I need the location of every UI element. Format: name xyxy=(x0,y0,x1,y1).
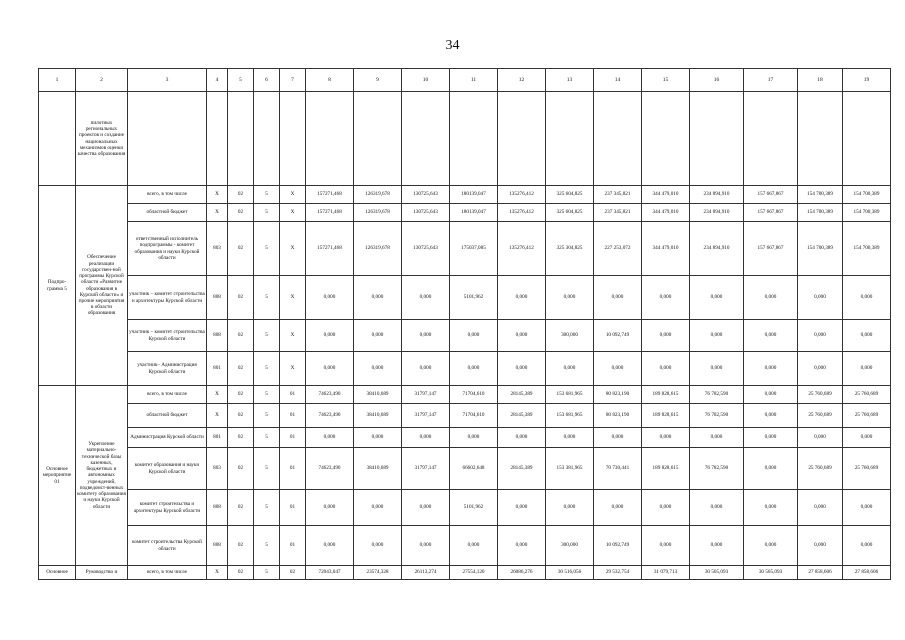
table-cell: 01 xyxy=(280,448,306,490)
table-cell: 5 xyxy=(254,222,280,276)
table-cell: 0,000 xyxy=(594,352,642,386)
program-code: Основное xyxy=(39,566,76,580)
table-cell: 0,000 xyxy=(798,352,843,386)
table-cell: 126319,678 xyxy=(354,186,402,204)
table-cell: 344 479,010 xyxy=(642,204,690,222)
table-cell: 02 xyxy=(228,448,254,490)
table-cell: 0,000 xyxy=(690,276,744,320)
table-row xyxy=(39,526,891,566)
program-name: Обеспечение реализации государствен-ной программы Курской области «Развитие образования в Курской области» и прочие мероприятия в области образования xyxy=(76,186,128,386)
table-cell: 29 532,754 xyxy=(594,566,642,580)
table-row xyxy=(39,352,891,386)
table-cell: 0,000 xyxy=(546,276,594,320)
table-cell: 135276,412 xyxy=(498,186,546,204)
table-row xyxy=(39,186,891,204)
table-cell: 38410,689 xyxy=(354,404,402,428)
table-cell: 801 xyxy=(207,352,228,386)
header-col-17: 17 xyxy=(744,69,798,92)
header-col-3: 3 xyxy=(128,69,207,92)
table-cell: 5 xyxy=(254,428,280,448)
header-col-1: 1 xyxy=(39,69,76,92)
funding-source: комитет строительства Курской области xyxy=(128,526,207,566)
table-cell: 28145,389 xyxy=(498,404,546,428)
table-cell: 0,000 xyxy=(498,490,546,526)
table-cell: 70 730,441 xyxy=(594,448,642,490)
table-cell: 157 667,867 xyxy=(744,204,798,222)
table-cell: 5 xyxy=(254,566,280,580)
table-cell: 23574,328 xyxy=(354,566,402,580)
table-cell: 25 760,689 xyxy=(798,404,843,428)
table-cell: 31797,147 xyxy=(402,386,450,404)
table-cell: 01 xyxy=(280,428,306,448)
table-cell: X xyxy=(280,352,306,386)
table-cell: 189 828,615 xyxy=(642,386,690,404)
table-row xyxy=(39,566,891,580)
table-cell: 01 xyxy=(280,490,306,526)
table-cell: 0,000 xyxy=(843,352,891,386)
table-cell: 5 xyxy=(254,204,280,222)
table-cell: 0,000 xyxy=(546,428,594,448)
table-cell: 25 760,689 xyxy=(843,448,891,490)
table-cell: 157 667,867 xyxy=(744,186,798,204)
table-cell: 0,000 xyxy=(744,526,798,566)
table-cell: 0,000 xyxy=(306,490,354,526)
table-cell: 0,000 xyxy=(354,320,402,352)
header-col-5: 5 xyxy=(228,69,254,92)
header-col-13: 13 xyxy=(546,69,594,92)
table-cell: 154 700,389 xyxy=(843,222,891,276)
table-row xyxy=(39,448,891,490)
table-cell: 0,000 xyxy=(306,320,354,352)
table-cell: 0,000 xyxy=(402,490,450,526)
table-cell: 325 604,825 xyxy=(546,204,594,222)
table-cell: 0,000 xyxy=(546,490,594,526)
header-col-14: 14 xyxy=(594,69,642,92)
table-cell: 153 681,965 xyxy=(546,386,594,404)
table-cell: 0,000 xyxy=(306,428,354,448)
table-cell: 0,000 xyxy=(642,526,690,566)
table-row xyxy=(39,320,891,352)
table-cell: 0,000 xyxy=(594,490,642,526)
table-cell: 0,000 xyxy=(450,526,498,566)
continuation-row xyxy=(39,92,891,186)
table-cell: 26086,276 xyxy=(498,566,546,580)
table-cell: 80 823,190 xyxy=(594,386,642,404)
header-row xyxy=(39,69,891,92)
table-cell: 74623,490 xyxy=(306,448,354,490)
table-cell: 30 505,093 xyxy=(690,566,744,580)
table-cell: 76 782,590 xyxy=(690,386,744,404)
table-cell: 0,000 xyxy=(690,352,744,386)
table-cell: 0,000 xyxy=(843,428,891,448)
table-cell: 0,000 xyxy=(450,320,498,352)
table-cell: 325 304,825 xyxy=(546,222,594,276)
continuation-text: пилотных региональных проектов и создание национальных механизмов оценки качества образования xyxy=(76,92,128,186)
program-name: Укрепление материально-технической базы казенных, бюджетных и автономных учреждений, подведомст-венных комитету образования и науки Курской области xyxy=(76,386,128,566)
table-cell: 5 xyxy=(254,352,280,386)
table-cell: 234 894,910 xyxy=(690,222,744,276)
funding-source: ответственный исполнитель подпрограммы - комитет образования и науки Курской области xyxy=(128,222,207,276)
table-cell: 0,000 xyxy=(402,276,450,320)
table-row xyxy=(39,404,891,428)
table-cell: 157271,468 xyxy=(306,186,354,204)
table-cell: 808 xyxy=(207,490,228,526)
table-cell: X xyxy=(280,186,306,204)
table-cell: 02 xyxy=(228,490,254,526)
table-cell: 154 700,389 xyxy=(843,186,891,204)
funding-source: областной бюджет xyxy=(128,204,207,222)
table-cell: 5 xyxy=(254,526,280,566)
table-cell: 0,000 xyxy=(498,352,546,386)
table-cell: 01 xyxy=(280,386,306,404)
table-cell: 27 858,606 xyxy=(843,566,891,580)
table-cell: 237 345,821 xyxy=(594,204,642,222)
cell-empty xyxy=(39,92,76,186)
table-cell: 5 xyxy=(254,490,280,526)
table-cell: 02 xyxy=(228,276,254,320)
table-cell: 175037,085 xyxy=(450,222,498,276)
table-cell: 0,000 xyxy=(498,526,546,566)
table-row xyxy=(39,204,891,222)
table-cell: 0,000 xyxy=(690,428,744,448)
table-cell: 344 479,010 xyxy=(642,186,690,204)
table-cell: 300,000 xyxy=(546,526,594,566)
table-cell: 130725,643 xyxy=(402,186,450,204)
table-cell: 0,000 xyxy=(642,320,690,352)
header-col-18: 18 xyxy=(798,69,843,92)
table-cell: 180139,047 xyxy=(450,186,498,204)
table-cell: 0,000 xyxy=(690,490,744,526)
header-col-12: 12 xyxy=(498,69,546,92)
table-cell: X xyxy=(207,566,228,580)
table-cell: 0,000 xyxy=(498,276,546,320)
table-cell: 0,000 xyxy=(744,448,798,490)
table-cell: 157 667,867 xyxy=(744,222,798,276)
table-cell: 26113,274 xyxy=(402,566,450,580)
table-cell: 0,000 xyxy=(642,276,690,320)
table-cell: 135276,412 xyxy=(498,204,546,222)
header-col-11: 11 xyxy=(450,69,498,92)
table-cell: 72043,047 xyxy=(306,566,354,580)
table-cell: 02 xyxy=(228,386,254,404)
table-cell: 153 681,965 xyxy=(546,404,594,428)
table-cell: 803 xyxy=(207,448,228,490)
header-col-9: 9 xyxy=(354,69,402,92)
table-cell: 25 760,689 xyxy=(843,404,891,428)
table-cell: 0,000 xyxy=(744,352,798,386)
table-cell: 803 xyxy=(207,222,228,276)
table-cell: 0,000 xyxy=(594,428,642,448)
header-col-10: 10 xyxy=(402,69,450,92)
table-cell: 5 xyxy=(254,276,280,320)
table-cell: 0,000 xyxy=(306,352,354,386)
table-cell: 0,000 xyxy=(843,490,891,526)
table-cell: 154 700,389 xyxy=(798,222,843,276)
table-cell: 157271,468 xyxy=(306,222,354,276)
table-cell: X xyxy=(207,404,228,428)
table-cell: X xyxy=(280,204,306,222)
table-cell: 0,000 xyxy=(744,404,798,428)
table-cell: 38410,689 xyxy=(354,386,402,404)
table-cell: 126319,678 xyxy=(354,204,402,222)
header-col-7: 7 xyxy=(280,69,306,92)
table-cell: 0,000 xyxy=(354,428,402,448)
table-cell: 0,000 xyxy=(798,428,843,448)
funding-source: всего, в том числе xyxy=(128,566,207,580)
table-cell: 0,000 xyxy=(843,526,891,566)
funding-source: участник– Администрация Курской области xyxy=(128,352,207,386)
table-cell: 02 xyxy=(228,186,254,204)
table-cell: 02 xyxy=(228,204,254,222)
table-cell: 130725,643 xyxy=(402,204,450,222)
table-cell: 31 079,713 xyxy=(642,566,690,580)
header-col-19: 19 xyxy=(843,69,891,92)
table-cell: 0,000 xyxy=(450,428,498,448)
table-cell: 0,000 xyxy=(798,526,843,566)
table-cell: X xyxy=(207,186,228,204)
table-cell: 157271,468 xyxy=(306,204,354,222)
table-cell: 808 xyxy=(207,320,228,352)
table-cell: 25 760,689 xyxy=(798,448,843,490)
table-row xyxy=(39,490,891,526)
table-cell: 0,000 xyxy=(798,490,843,526)
program-code: Основное мероприятие 01 xyxy=(39,386,76,566)
funding-source: комитет образования и науки Курской области xyxy=(128,448,207,490)
table-cell: 0,000 xyxy=(402,352,450,386)
table-cell: 0,000 xyxy=(744,276,798,320)
table-cell: 0,000 xyxy=(498,320,546,352)
table-cell: 0,000 xyxy=(498,428,546,448)
header-col-2: 2 xyxy=(76,69,128,92)
table-cell: 154 700,389 xyxy=(798,204,843,222)
table-cell: 237 345,821 xyxy=(594,186,642,204)
table-row xyxy=(39,386,891,404)
table-cell: 02 xyxy=(228,526,254,566)
table-cell: 0,000 xyxy=(642,428,690,448)
table-cell: 0,000 xyxy=(744,386,798,404)
table-cell: 25 760,689 xyxy=(798,386,843,404)
table-cell: 0,000 xyxy=(354,276,402,320)
table-cell: 74623,490 xyxy=(306,404,354,428)
table-cell: 02 xyxy=(228,404,254,428)
table-cell: 31797,147 xyxy=(402,404,450,428)
funding-source: участник – комитет строительства Курской области xyxy=(128,320,207,352)
table-cell: 27 858,606 xyxy=(798,566,843,580)
table-row xyxy=(39,222,891,276)
table-cell: 02 xyxy=(228,566,254,580)
table-cell: 0,000 xyxy=(843,320,891,352)
table-cell: 153 381,965 xyxy=(546,448,594,490)
table-cell: 130725,643 xyxy=(402,222,450,276)
table-cell: 0,000 xyxy=(690,526,744,566)
table-cell: 27554,120 xyxy=(450,566,498,580)
table-cell: 10 092,749 xyxy=(594,320,642,352)
table-cell: 02 xyxy=(280,566,306,580)
table-cell: 71704,610 xyxy=(450,404,498,428)
table-cell: 10 092,749 xyxy=(594,526,642,566)
table-cell: 5 xyxy=(254,404,280,428)
table-cell: 0,000 xyxy=(402,526,450,566)
table-cell: 234 894,910 xyxy=(690,204,744,222)
page-number: 34 xyxy=(445,38,460,53)
table-cell: X xyxy=(280,222,306,276)
table-cell: 0,000 xyxy=(744,490,798,526)
table-cell: 66602,648 xyxy=(450,448,498,490)
table-cell: 5101,962 xyxy=(450,490,498,526)
table-cell: X xyxy=(280,276,306,320)
table-cell: 38410,689 xyxy=(354,448,402,490)
table-cell: 0,000 xyxy=(354,352,402,386)
table-cell: 0,000 xyxy=(450,352,498,386)
table-cell: 0,000 xyxy=(306,526,354,566)
table-cell: 0,000 xyxy=(546,352,594,386)
table-cell: 28145,389 xyxy=(498,448,546,490)
table-cell: 80 823,190 xyxy=(594,404,642,428)
table-cell: 28145,389 xyxy=(498,386,546,404)
table-row xyxy=(39,276,891,320)
table-cell: 0,000 xyxy=(402,320,450,352)
table-cell: 0,000 xyxy=(594,276,642,320)
table-cell: 808 xyxy=(207,276,228,320)
table-cell: 180139,047 xyxy=(450,204,498,222)
table-cell: 0,000 xyxy=(744,320,798,352)
table-cell: 135276,412 xyxy=(498,222,546,276)
table-cell: X xyxy=(207,204,228,222)
header-col-4: 4 xyxy=(207,69,228,92)
table-cell: 0,000 xyxy=(744,428,798,448)
table-cell: 31797,147 xyxy=(402,448,450,490)
table-cell: 154 700,389 xyxy=(798,186,843,204)
table-cell: 801 xyxy=(207,428,228,448)
table-row xyxy=(39,428,891,448)
header-col-8: 8 xyxy=(306,69,354,92)
funding-source: областной бюджет xyxy=(128,404,207,428)
table-cell: 76 782,590 xyxy=(690,404,744,428)
table-cell: 02 xyxy=(228,352,254,386)
table-cell: 0,000 xyxy=(354,490,402,526)
table-cell: 0,000 xyxy=(642,352,690,386)
table-cell: 0,000 xyxy=(306,276,354,320)
program-name: Руководство и xyxy=(76,566,128,580)
funding-source: всего, в том числе xyxy=(128,186,207,204)
table-cell: 227 253,072 xyxy=(594,222,642,276)
table-cell: 154 700,389 xyxy=(843,204,891,222)
table-cell: 5 xyxy=(254,386,280,404)
table-cell: 0,000 xyxy=(642,490,690,526)
table-cell: 808 xyxy=(207,526,228,566)
table-cell: 02 xyxy=(228,222,254,276)
budget-table xyxy=(38,68,891,580)
header-col-16: 16 xyxy=(690,69,744,92)
table-cell: 0,000 xyxy=(402,428,450,448)
table-cell: 30 505,093 xyxy=(744,566,798,580)
table-cell: 0,000 xyxy=(843,276,891,320)
table-cell: 02 xyxy=(228,320,254,352)
table-cell: 74623,490 xyxy=(306,386,354,404)
table-cell: 325 604,825 xyxy=(546,186,594,204)
header-col-15: 15 xyxy=(642,69,690,92)
table-cell: 30 516,056 xyxy=(546,566,594,580)
program-code: Подпро-грамма 5 xyxy=(39,186,76,386)
table-cell: 5 xyxy=(254,186,280,204)
funding-source: комитет строительства и архитектуры Курской области xyxy=(128,490,207,526)
table-cell: 300,000 xyxy=(546,320,594,352)
table-cell: 0,000 xyxy=(798,320,843,352)
table-cell: 189 828,615 xyxy=(642,448,690,490)
table-cell: X xyxy=(207,386,228,404)
funding-source: Администрация Курской области xyxy=(128,428,207,448)
table-cell: 5 xyxy=(254,448,280,490)
table-cell: 0,000 xyxy=(354,526,402,566)
table-cell: 0,000 xyxy=(690,320,744,352)
header-col-6: 6 xyxy=(254,69,280,92)
table-cell: 5101,962 xyxy=(450,276,498,320)
table-cell: 01 xyxy=(280,404,306,428)
table-cell: 76 782,590 xyxy=(690,448,744,490)
funding-source: всего, в том числе xyxy=(128,386,207,404)
table-cell: X xyxy=(280,320,306,352)
table-cell: 344 479,010 xyxy=(642,222,690,276)
table-cell: 25 760,689 xyxy=(843,386,891,404)
table-cell: 189 828,615 xyxy=(642,404,690,428)
table-cell: 0,000 xyxy=(798,276,843,320)
table-cell: 126319,678 xyxy=(354,222,402,276)
table-cell: 5 xyxy=(254,320,280,352)
table-cell: 71704,610 xyxy=(450,386,498,404)
table-cell: 01 xyxy=(280,526,306,566)
funding-source: участник – комитет строительства и архитектуры Курской области xyxy=(128,276,207,320)
table-cell: 02 xyxy=(228,428,254,448)
table-cell: 234 894,910 xyxy=(690,186,744,204)
